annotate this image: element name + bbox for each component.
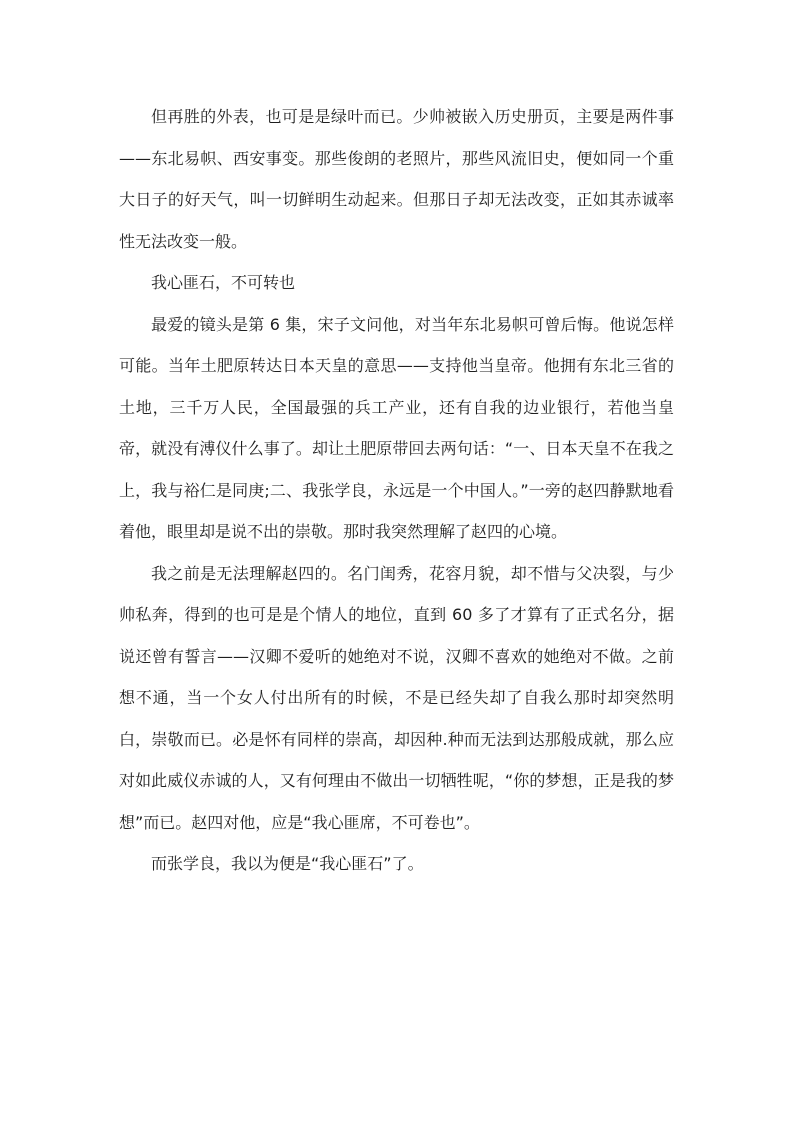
paragraph-4: 而张学良，我以为便是“我心匪石”了。 (151, 854, 424, 873)
paragraph-3: 我之前是无法理解赵四的。名门闺秀，花容月貌，却不惜与父决裂，与少帅私奔，得到的也可是是个情人的地位，直到 60 多了才算有了正式名分，据说还曾有誓言——汉卿不爱听的她绝对不说，汉卿不喜欢的她绝对不做。之前想不通，当一个女人付出所有的时候，不是已经失却了自我么那时却突然明白，崇敬而已。必是怀有同样的崇高，却因种.种而无法到达那般成就，那么应对如此威仪赤诚的人，又有何理由不做出一切牺牲呢，“你的梦想，正是我的梦想”而已。赵四对他，应是“我心匪席，不可卷也”。 (119, 563, 674, 832)
paragraph-1: 但再胜的外表，也可是是绿叶而已。少帅被嵌入历史册页，主要是两件事——东北易帜、西安事变。那些俊朗的老照片，那些风流旧史，便如同一个重大日子的好天气，叫一切鲜明生动起来。但那日子却无法改变，正如其赤诚率性无法改变一般。 (119, 107, 674, 251)
document-body (119, 96, 674, 885)
section-heading: 我心匪石，不可转也 (151, 273, 296, 292)
paragraph-2: 最爱的镜头是第 6 集，宋子文问他，对当年东北易帜可曾后悔。他说怎样可能。当年土肥原转达日本天皇的意思——支持他当皇帝。他拥有东北三省的土地，三千万人民，全国最强的兵工产业，还有自我的边业银行，若他当皇帝，就没有溥仪什么事了。却让土肥原带回去两句话：“一、日本天皇不在我之上，我与裕仁是同庚;二、我张学良，永远是一个中国人。”一旁的赵四静默地看着他，眼里却是说不出的崇敬。那时我突然理解了赵四的心境。 (119, 314, 674, 541)
